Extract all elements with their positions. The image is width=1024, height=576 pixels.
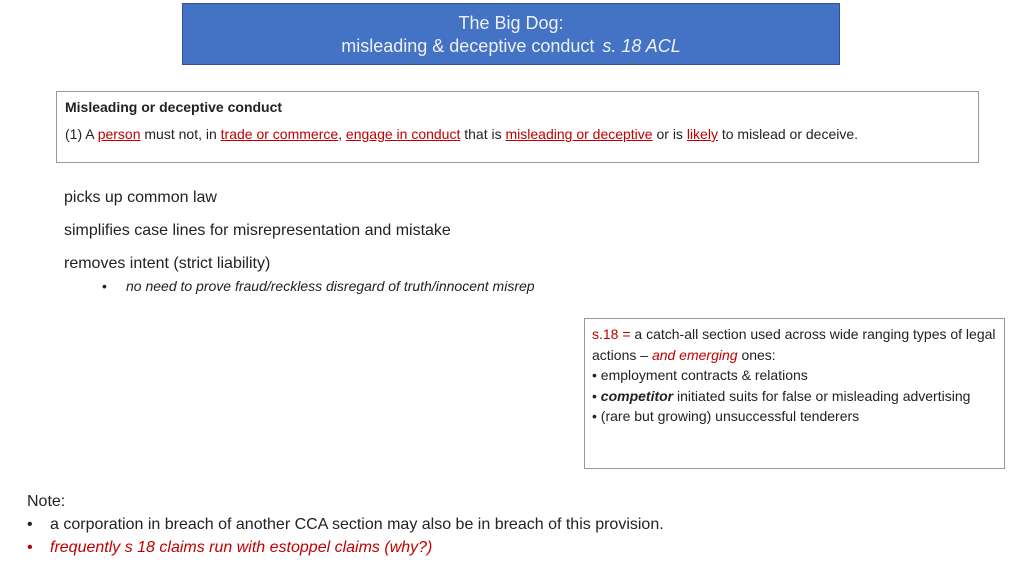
point-common-law: picks up common law <box>64 189 217 206</box>
title-line-2 <box>183 35 839 58</box>
footer-label: Note: <box>27 493 66 510</box>
footer-marker: • <box>27 516 33 533</box>
note-item-text: initiated suits for false or misleading advertising <box>673 387 971 404</box>
note-item-marker: • <box>592 387 597 404</box>
slide-title <box>182 3 840 65</box>
note-item <box>592 365 997 386</box>
definition-segment: (1) A <box>65 126 98 142</box>
note-emphasis: and emerging <box>651 346 738 363</box>
footer-marker: • <box>27 539 33 556</box>
note-item-bold: competitor <box>600 387 674 404</box>
definition-text <box>65 124 970 144</box>
note-item-text: (rare but growing) unsuccessful tenderers <box>600 408 860 424</box>
definition-segment: , <box>338 126 346 142</box>
note-item <box>592 386 997 407</box>
sub-bullet-text: no need to prove fraud/reckless disregard of truth/innocent misrep <box>126 278 535 294</box>
note-item-marker: • <box>592 408 597 424</box>
s18-note-box <box>584 318 1005 469</box>
definition-key-term: trade or commerce <box>220 126 339 142</box>
definition-key-term: likely <box>686 126 718 142</box>
sub-bullet-no-fraud <box>102 276 535 296</box>
key-points-list <box>64 187 451 286</box>
note-item-marker: • <box>592 367 597 383</box>
definition-key-term: engage in conduct <box>345 126 461 142</box>
definition-key-term: misleading or deceptive <box>505 126 653 142</box>
definition-segment: to mislead or deceive. <box>717 126 859 142</box>
footer-item-text: a corporation in breach of another CCA section may also be in breach of this provision. <box>50 516 664 533</box>
note-item-text: employment contracts & relations <box>600 367 808 383</box>
footer-note <box>27 490 664 559</box>
definition-segment: must not, in <box>140 126 221 142</box>
note-lead: s.18 = <box>592 326 631 342</box>
definition-key-term: person <box>97 126 141 142</box>
definition-segment: or is <box>652 126 687 142</box>
title-section-ref: s. 18 ACL <box>602 36 681 56</box>
title-line-1: The Big Dog: <box>458 13 564 33</box>
point-removes-intent: removes intent (strict liability) <box>64 255 271 272</box>
definition-box <box>56 91 979 163</box>
note-intro: a catch-all section used across wide ranging types of legal actions – <box>592 326 996 363</box>
note-intro-end: ones: <box>737 346 776 363</box>
footer-item-red <box>27 536 664 559</box>
definition-segment: that is <box>460 126 506 142</box>
note-item <box>592 406 997 427</box>
footer-item-text: frequently s 18 claims run with estoppel claims (why?) <box>50 539 433 556</box>
point-simplifies: simplifies case lines for misrepresentation and mistake <box>64 222 451 239</box>
title-line-2-text: misleading & deceptive conduct <box>341 36 595 56</box>
definition-heading: Misleading or deceptive conduct <box>65 99 283 115</box>
bullet-marker: • <box>102 278 107 294</box>
footer-item <box>27 513 664 536</box>
